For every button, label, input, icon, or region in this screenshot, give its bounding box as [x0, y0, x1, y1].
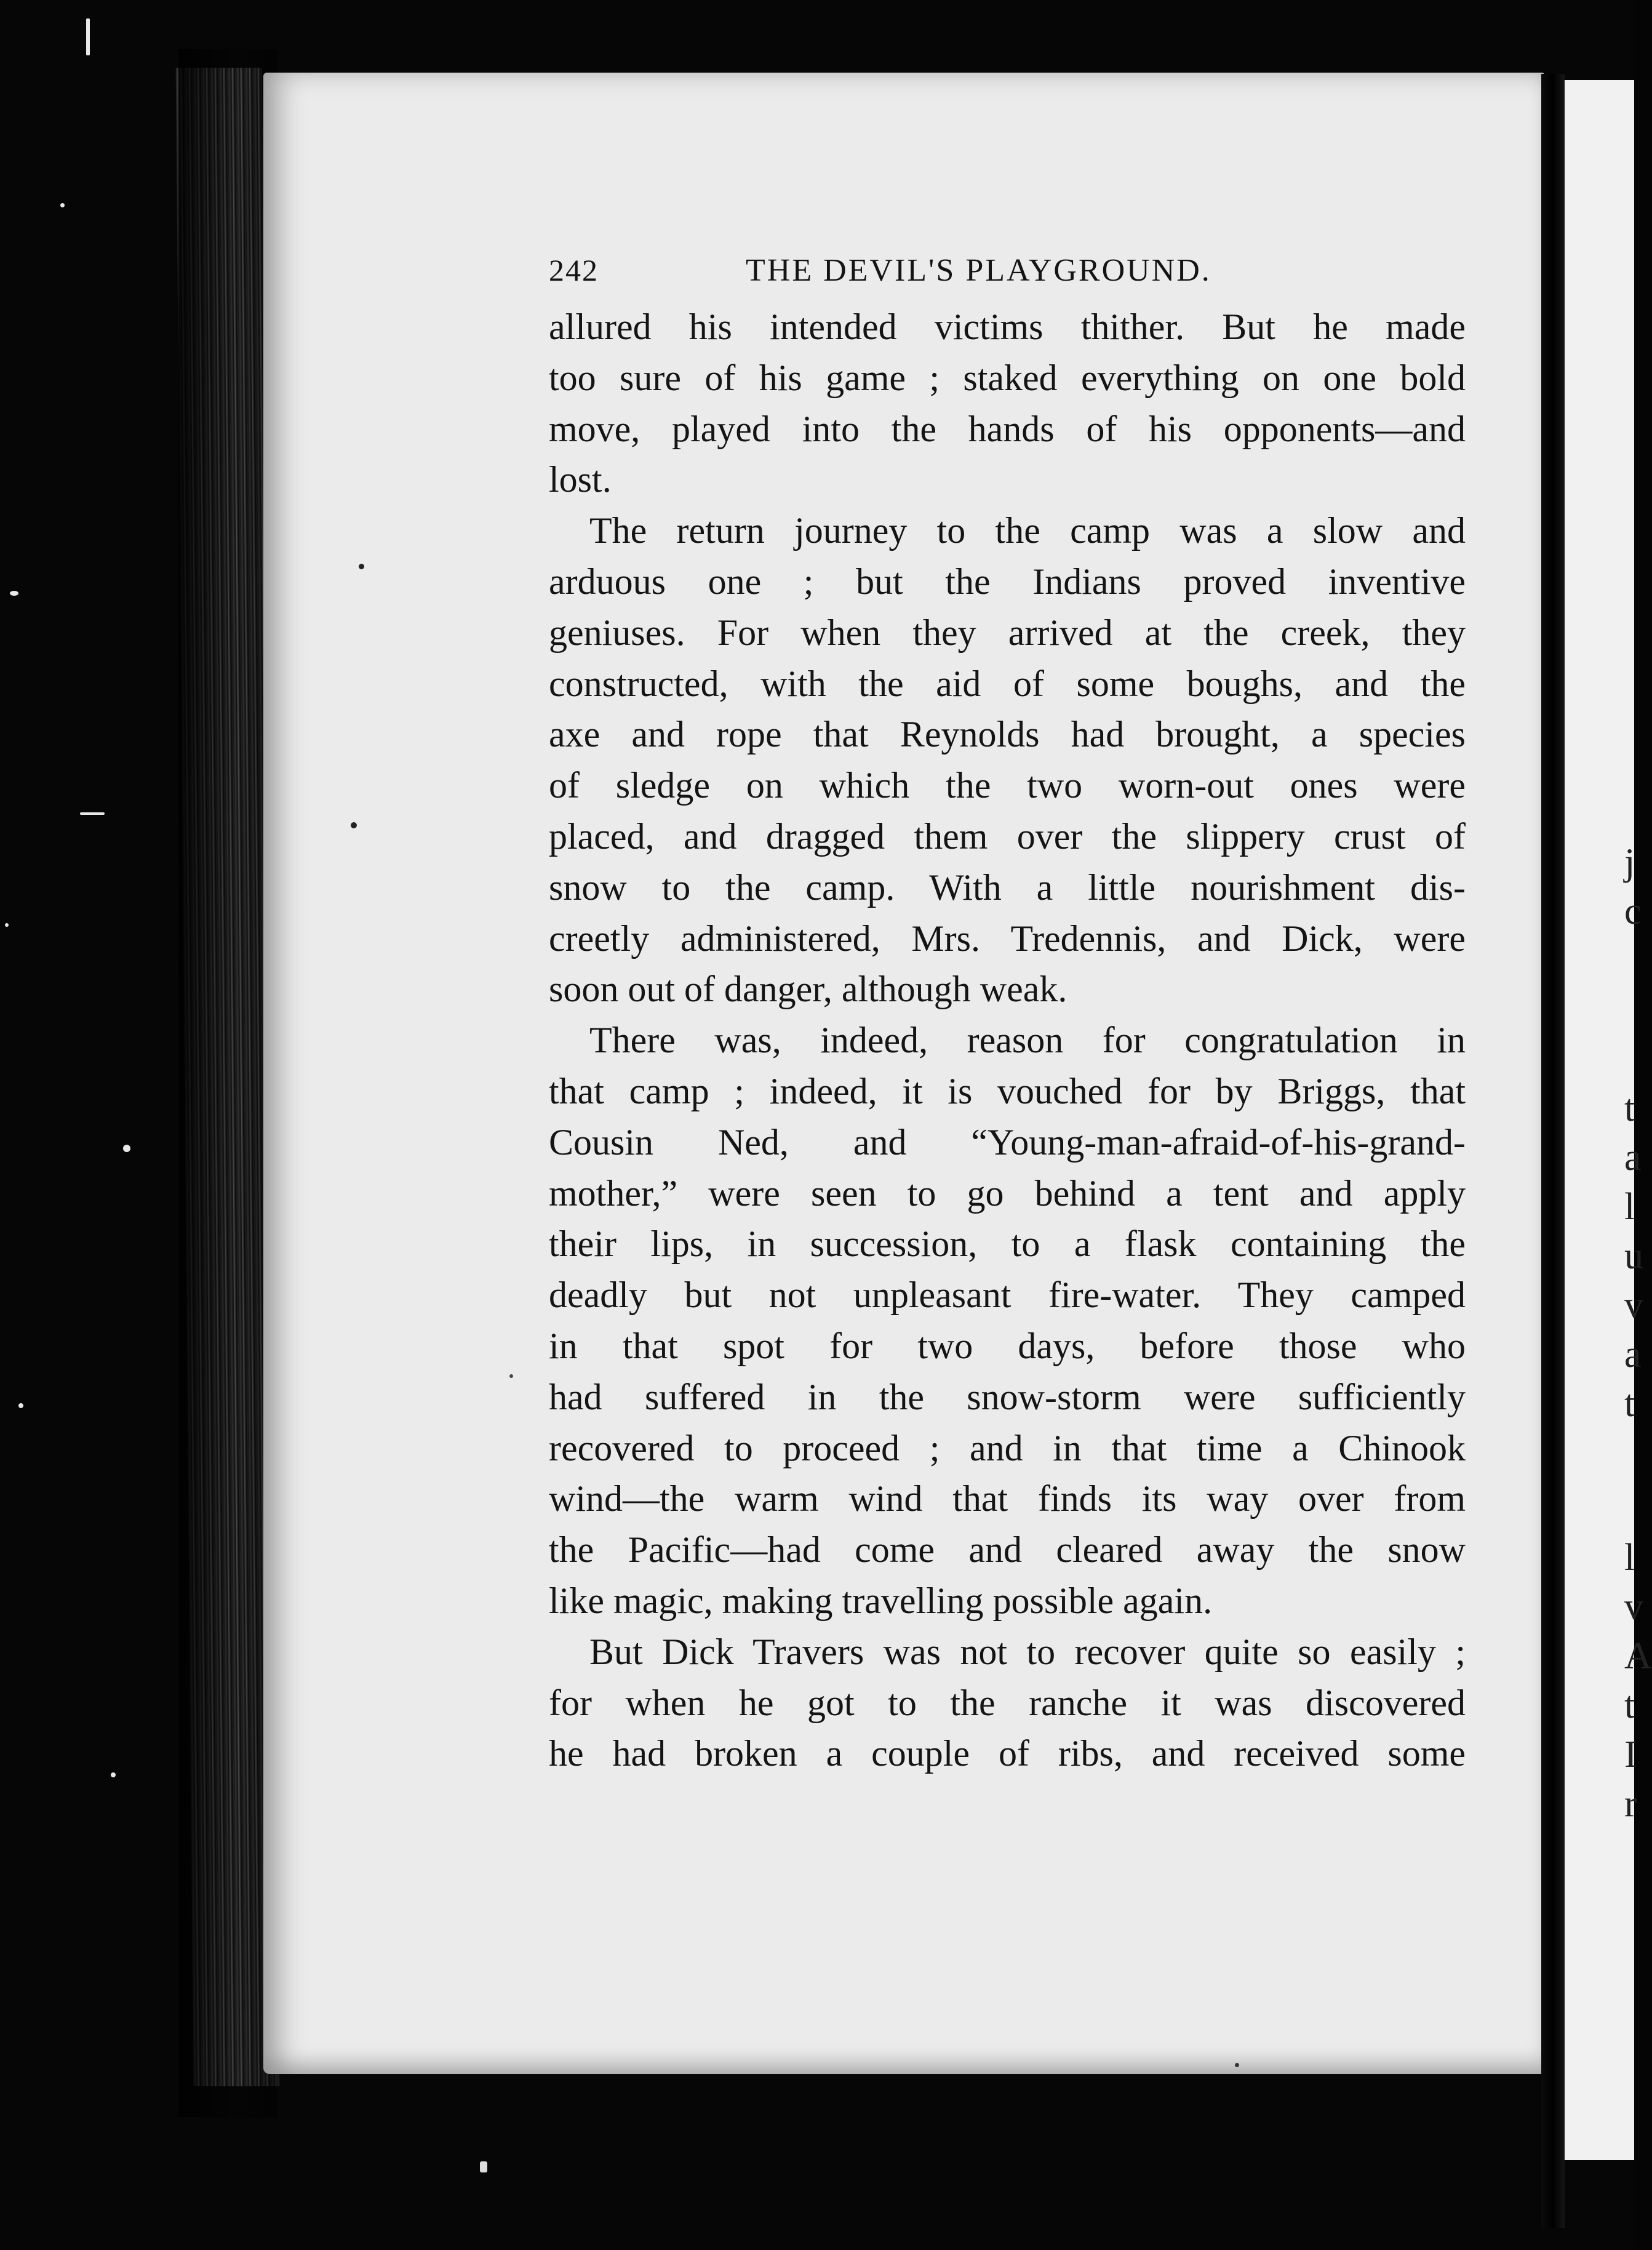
page-mark: [359, 564, 364, 569]
text-line: of sledge on which the two worn-out ones were: [549, 765, 1466, 806]
text-line: placed, and dragged them over the slippery crust of: [549, 815, 1466, 857]
text-line: axe and rope that Reynolds had brought, a species: [549, 714, 1466, 755]
dust-speck: [123, 1145, 130, 1152]
text-line: snow to the camp. With a little nourishment dis-: [549, 867, 1466, 908]
text-line: wind—the warm wind that finds its way over from: [549, 1478, 1466, 1519]
facing-page-letter: u: [1624, 1235, 1643, 1277]
text-line: arduous one ; but the Indians proved inventive: [549, 561, 1466, 602]
facing-page-letter: a: [1624, 1334, 1642, 1375]
text-line: Cousin Ned, and “Young-man-afraid-of-his-grand-: [549, 1121, 1466, 1163]
text-line: that camp ; indeed, it is vouched for by Briggs, that: [549, 1070, 1466, 1111]
text-line: move, played into the hands of his opponents—and: [549, 408, 1466, 449]
text-line: too sure of his game ; staked everything on one bold: [549, 357, 1466, 398]
text-line: for when he got to the ranche it was discovered: [549, 1682, 1466, 1723]
dust-speck: [10, 591, 18, 596]
page-mark: [1235, 2063, 1239, 2067]
body-text: [549, 302, 1466, 1779]
text-line: lost.: [549, 459, 612, 500]
text-line: mother,” were seen to go behind a tent and apply: [549, 1172, 1466, 1214]
facing-page-letter: v: [1624, 1586, 1643, 1628]
dust-speck: [18, 1403, 23, 1408]
facing-page-letter: l: [1624, 1537, 1635, 1579]
paragraph: [549, 302, 1466, 505]
facing-page-letter: l: [1624, 1186, 1635, 1228]
text-line: in that spot for two days, before those who: [549, 1325, 1466, 1366]
book-edge-shadow: [178, 49, 277, 2117]
paragraph: [549, 505, 1466, 1015]
text-line: he had broken a couple of ribs, and received some: [549, 1733, 1466, 1774]
page-mark: [509, 1374, 513, 1378]
dust-speck: [5, 923, 9, 927]
facing-page-letter: j: [1624, 841, 1635, 883]
text-line: The return journey to the camp was a slow and: [589, 510, 1466, 551]
text-line: But Dick Travers was not to recover quite so easily ;: [589, 1631, 1466, 1672]
facing-page-letter: t: [1624, 1087, 1635, 1129]
text-line: There was, indeed, reason for congratulation in: [589, 1020, 1466, 1061]
text-line: constructed, with the aid of some boughs, and the: [549, 663, 1466, 704]
facing-page-letter: I: [1624, 1734, 1637, 1776]
book-gutter: [1541, 74, 1565, 2228]
paragraph: [549, 1627, 1466, 1779]
facing-page-letter: c: [1624, 891, 1642, 932]
text-line: their lips, in succession, to a flask containing the: [549, 1223, 1466, 1265]
page-number: 242: [549, 253, 599, 287]
facing-page-letter: A: [1624, 1635, 1652, 1677]
text-line: had suffered in the snow-storm were sufficiently: [549, 1376, 1466, 1417]
text-line: creetly administered, Mrs. Tredennis, and Dick, were: [549, 918, 1466, 959]
paragraph: [549, 1015, 1466, 1627]
running-head-title: THE DEVIL'S PLAYGROUND.: [746, 253, 1211, 288]
text-line: recovered to proceed ; and in that time a Chinook: [549, 1427, 1466, 1468]
facing-page-letter: r: [1624, 1783, 1637, 1825]
text-line: geniuses. For when they arrived at the creek, they: [549, 612, 1466, 653]
dust-speck: [86, 18, 90, 55]
text-line: deadly but not unpleasant fire-water. They camped: [549, 1275, 1466, 1316]
page-mark: [351, 822, 357, 828]
page-text-block: [549, 246, 1466, 1779]
text-line: allured his intended victims thither. But he made: [549, 306, 1466, 347]
page-mark: [480, 2161, 487, 2172]
running-head: [549, 246, 1466, 302]
facing-page-letter: t: [1624, 1383, 1635, 1425]
text-line: like magic, making travelling possible again.: [549, 1580, 1213, 1621]
dust-speck: [60, 203, 65, 207]
dust-speck: [111, 1772, 116, 1777]
facing-page-letter: a: [1624, 1137, 1642, 1179]
text-line: soon out of danger, although weak.: [549, 969, 1067, 1010]
facing-page-letter: t: [1624, 1684, 1635, 1726]
dust-speck: [80, 812, 105, 815]
facing-page-letter: v: [1624, 1284, 1643, 1326]
text-line: the Pacific—had come and cleared away the snow: [549, 1529, 1466, 1571]
